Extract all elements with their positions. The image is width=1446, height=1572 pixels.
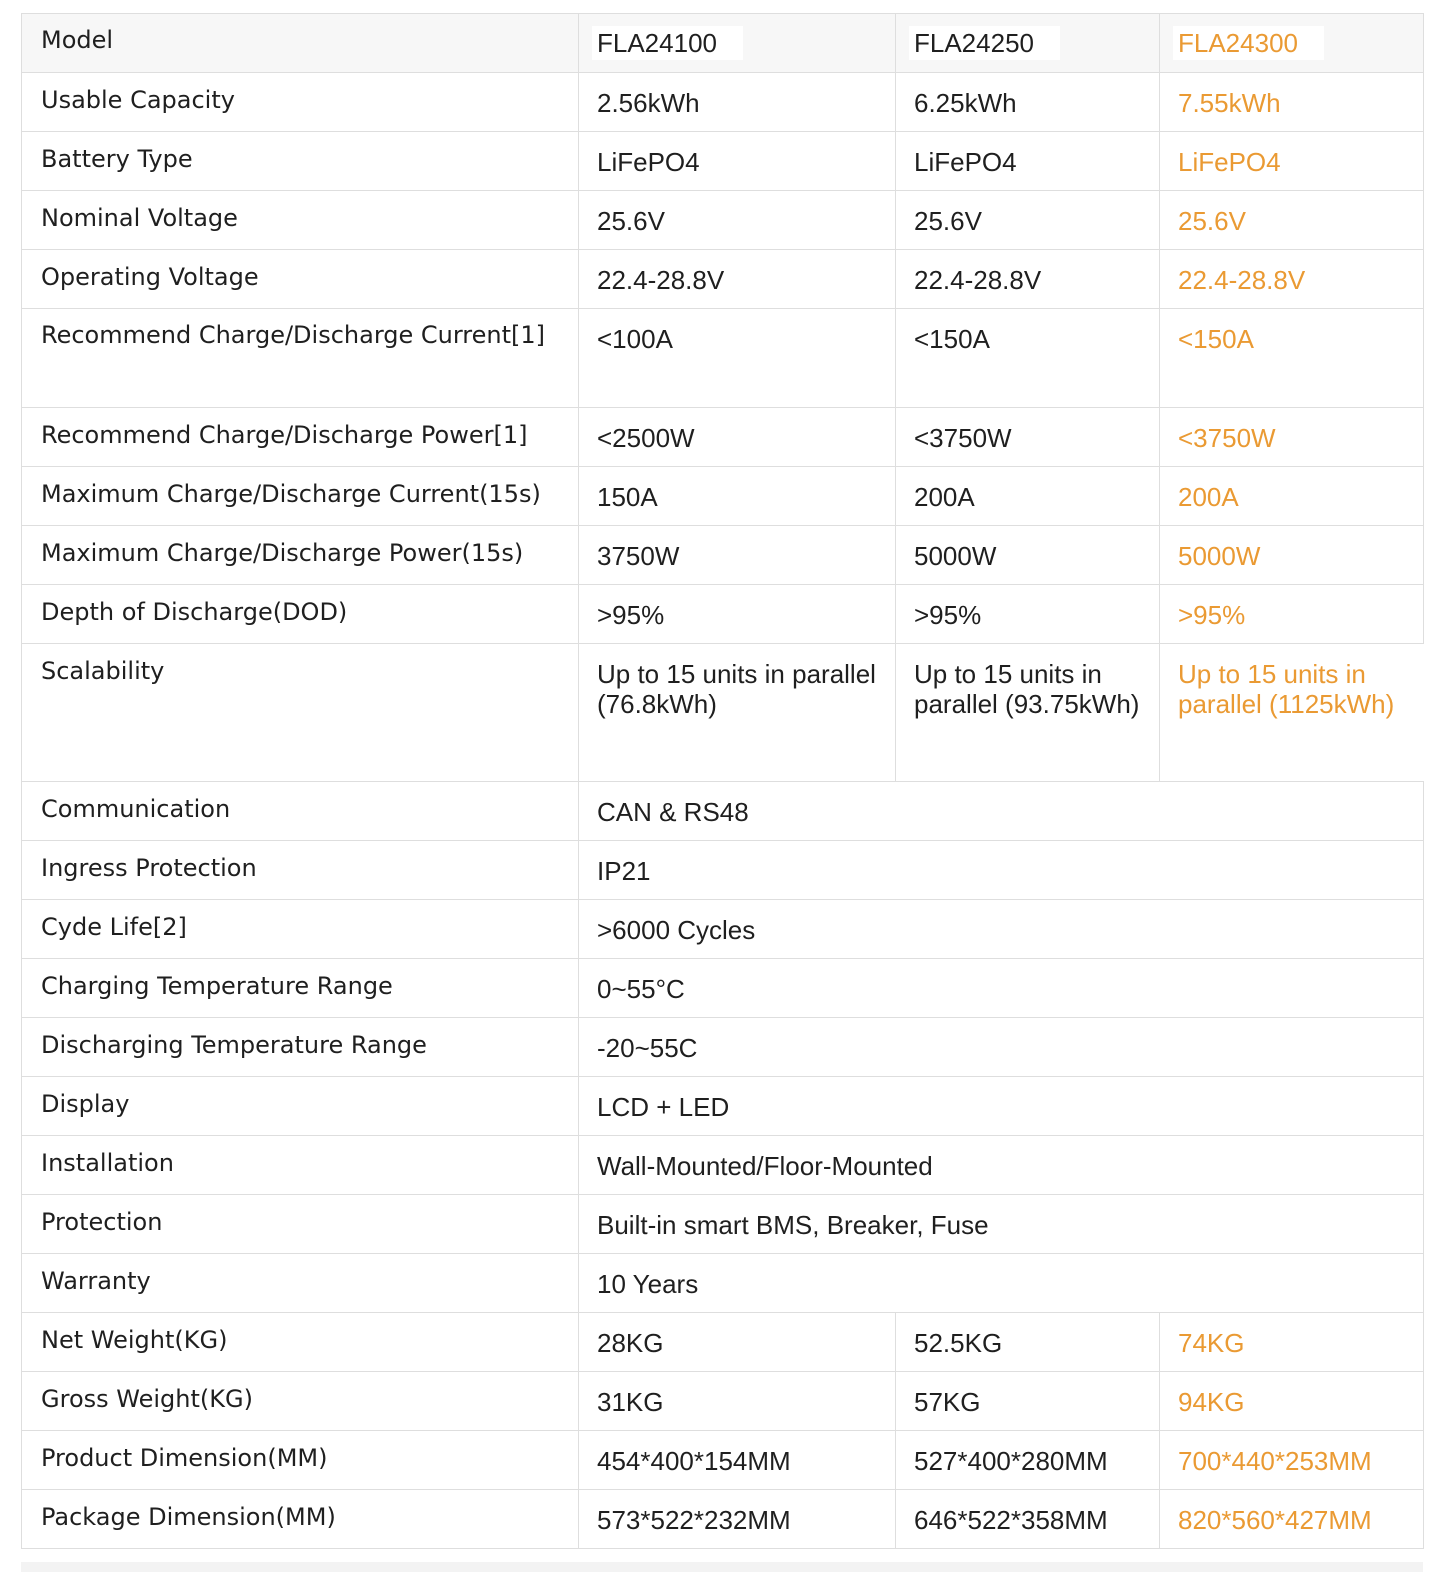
row-value: 28KG <box>579 1313 896 1372</box>
row-value: <3750W <box>896 408 1160 467</box>
row-value-highlight: <150A <box>1160 309 1424 408</box>
row-value-merged: LCD + LED <box>579 1077 1424 1136</box>
row-value: 57KG <box>896 1372 1160 1431</box>
row-label: Warranty <box>22 1254 579 1313</box>
row-value: Up to 15 units in parallel (93.75kWh) <box>896 644 1160 782</box>
row-label: Usable Capacity <box>22 73 579 132</box>
row-value: 454*400*154MM <box>579 1431 896 1490</box>
table-row <box>22 1431 1424 1490</box>
table-row <box>22 644 1424 782</box>
row-value: 573*522*232MM <box>579 1490 896 1549</box>
row-label: Installation <box>22 1136 579 1195</box>
row-label: Ingress Protection <box>22 841 579 900</box>
model-name: FLA24300 <box>1173 26 1324 60</box>
row-value: Up to 15 units in parallel (76.8kWh) <box>579 644 896 782</box>
row-label: Maximum Charge/Discharge Power(15s) <box>22 526 579 585</box>
row-value: 646*522*358MM <box>896 1490 1160 1549</box>
row-value: 2.56kWh <box>579 73 896 132</box>
row-value-highlight: Up to 15 units in parallel (1125kWh) <box>1160 644 1424 782</box>
row-value-highlight: 94KG <box>1160 1372 1424 1431</box>
row-value-merged: Built-in smart BMS, Breaker, Fuse <box>579 1195 1424 1254</box>
table-row <box>22 1372 1424 1431</box>
table-row <box>22 1254 1424 1313</box>
table-row <box>22 782 1424 841</box>
row-value-highlight: LiFePO4 <box>1160 132 1424 191</box>
table-row <box>22 73 1424 132</box>
row-value-highlight: 820*560*427MM <box>1160 1490 1424 1549</box>
row-value: 31KG <box>579 1372 896 1431</box>
table-row <box>22 309 1424 408</box>
row-label: Communication <box>22 782 579 841</box>
table-row <box>22 250 1424 309</box>
header-label: Model <box>22 14 579 73</box>
row-value-highlight: 22.4-28.8V <box>1160 250 1424 309</box>
row-label: Operating Voltage <box>22 250 579 309</box>
model-cell-3 <box>1160 14 1424 73</box>
table-row <box>22 841 1424 900</box>
row-label: Package Dimension(MM) <box>22 1490 579 1549</box>
row-value: 22.4-28.8V <box>579 250 896 309</box>
row-label: Discharging Temperature Range <box>22 1018 579 1077</box>
row-value: 3750W <box>579 526 896 585</box>
table-row <box>22 191 1424 250</box>
row-value-merged: Wall-Mounted/Floor-Mounted <box>579 1136 1424 1195</box>
row-value-highlight: 74KG <box>1160 1313 1424 1372</box>
table-row <box>22 408 1424 467</box>
row-value: 200A <box>896 467 1160 526</box>
row-label: Product Dimension(MM) <box>22 1431 579 1490</box>
row-value: 6.25kWh <box>896 73 1160 132</box>
row-value-merged: 0~55°C <box>579 959 1424 1018</box>
row-value: LiFePO4 <box>896 132 1160 191</box>
table-row <box>22 1490 1424 1549</box>
table-row <box>22 1018 1424 1077</box>
row-value-merged: 10 Years <box>579 1254 1424 1313</box>
row-value-highlight: 5000W <box>1160 526 1424 585</box>
row-value: 150A <box>579 467 896 526</box>
row-value: 52.5KG <box>896 1313 1160 1372</box>
row-label: Charging Temperature Range <box>22 959 579 1018</box>
header-row <box>22 14 1424 73</box>
row-value-highlight: 25.6V <box>1160 191 1424 250</box>
model-name: FLA24250 <box>909 26 1060 60</box>
bottom-divider <box>21 1562 1423 1572</box>
table-row <box>22 900 1424 959</box>
row-value-highlight: 700*440*253MM <box>1160 1431 1424 1490</box>
row-label: Scalability <box>22 644 579 782</box>
model-cell-1 <box>579 14 896 73</box>
row-value: <2500W <box>579 408 896 467</box>
table-row <box>22 467 1424 526</box>
row-label: Recommend Charge/Discharge Power[1] <box>22 408 579 467</box>
row-value-highlight: 7.55kWh <box>1160 73 1424 132</box>
row-value: 22.4-28.8V <box>896 250 1160 309</box>
row-value-merged: -20~55C <box>579 1018 1424 1077</box>
row-label: Depth of Discharge(DOD) <box>22 585 579 644</box>
spec-table-container <box>21 13 1423 1549</box>
row-value-highlight: <3750W <box>1160 408 1424 467</box>
row-value-merged: CAN & RS48 <box>579 782 1424 841</box>
row-value: 527*400*280MM <box>896 1431 1160 1490</box>
model-name: FLA24100 <box>592 26 743 60</box>
row-label: Cyde Life[2] <box>22 900 579 959</box>
row-label: Display <box>22 1077 579 1136</box>
model-cell-2 <box>896 14 1160 73</box>
row-value-highlight: 200A <box>1160 467 1424 526</box>
table-row <box>22 526 1424 585</box>
row-value: <150A <box>896 309 1160 408</box>
row-label: Recommend Charge/Discharge Current[1] <box>22 309 579 408</box>
table-row <box>22 132 1424 191</box>
row-value: 25.6V <box>896 191 1160 250</box>
row-label: Net Weight(KG) <box>22 1313 579 1372</box>
table-row <box>22 1195 1424 1254</box>
row-value: >95% <box>579 585 896 644</box>
row-label: Maximum Charge/Discharge Current(15s) <box>22 467 579 526</box>
battery-spec-table <box>21 13 1424 1549</box>
row-label: Protection <box>22 1195 579 1254</box>
row-value-highlight: >95% <box>1160 585 1424 644</box>
row-value: >95% <box>896 585 1160 644</box>
row-value: <100A <box>579 309 896 408</box>
table-row <box>22 959 1424 1018</box>
table-row <box>22 1136 1424 1195</box>
row-value-merged: >6000 Cycles <box>579 900 1424 959</box>
table-row <box>22 1077 1424 1136</box>
table-row <box>22 1313 1424 1372</box>
table-row <box>22 585 1424 644</box>
row-label: Gross Weight(KG) <box>22 1372 579 1431</box>
row-value: 5000W <box>896 526 1160 585</box>
row-value: 25.6V <box>579 191 896 250</box>
row-label: Nominal Voltage <box>22 191 579 250</box>
row-value-merged: IP21 <box>579 841 1424 900</box>
row-label: Battery Type <box>22 132 579 191</box>
row-value: LiFePO4 <box>579 132 896 191</box>
